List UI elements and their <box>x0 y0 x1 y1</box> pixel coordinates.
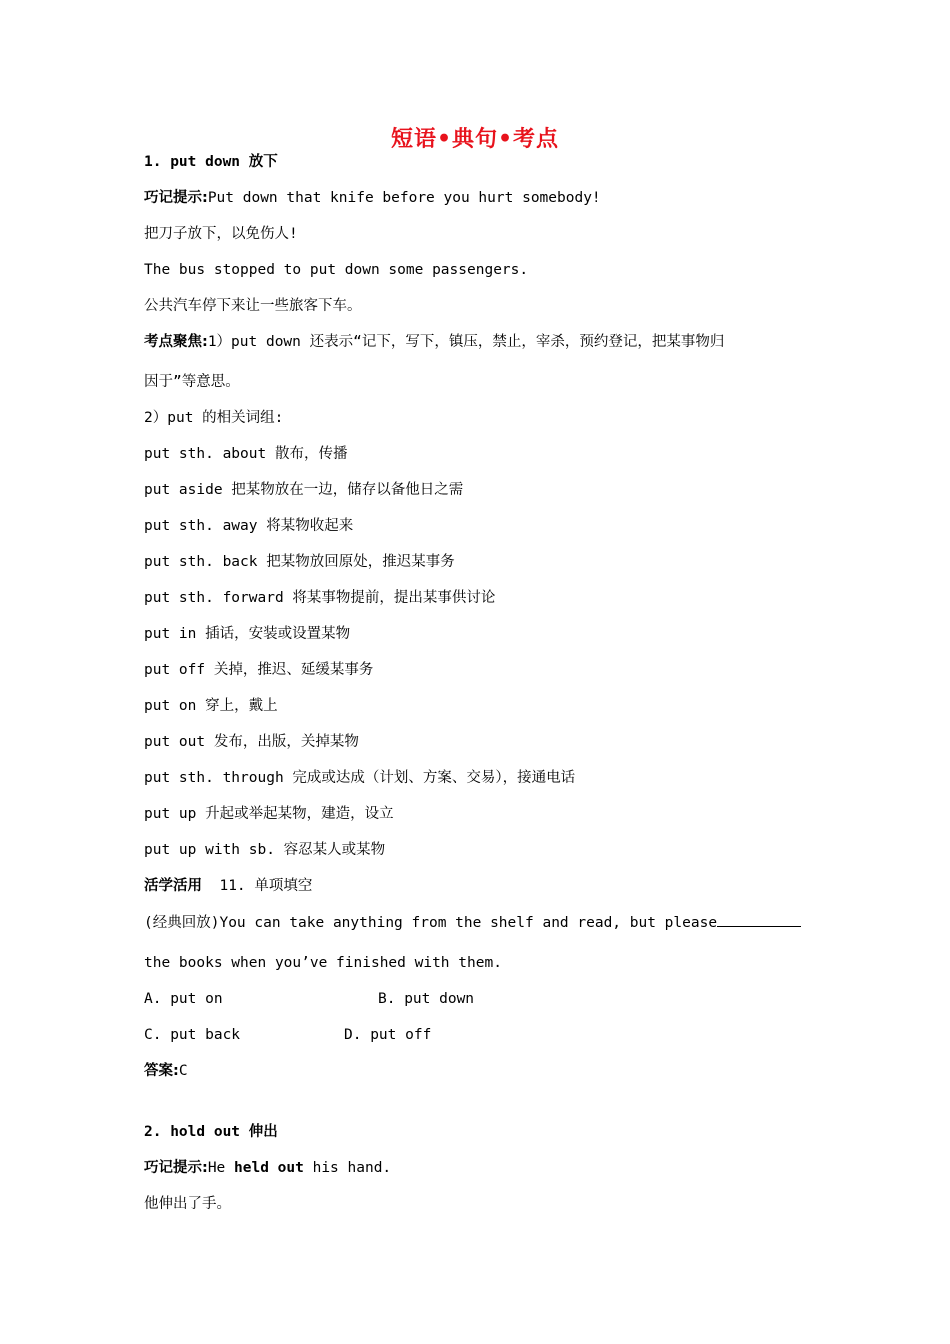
page-title: 短语•典句•考点 <box>390 126 560 152</box>
tip-text: Put down that knife before you hurt somebody! <box>207 190 601 206</box>
tip-line-2 <box>144 1158 391 1178</box>
phrase-item: put on 穿上，戴上 <box>144 698 278 714</box>
question-text: (经典回放)You can take anything from the shelf and read, but please <box>144 915 718 931</box>
tip-label-2: 巧记提示: <box>144 1160 208 1176</box>
practice-label: 活学活用 <box>144 878 202 894</box>
focus-line <box>144 332 724 352</box>
tip-bold-phrase: held out <box>234 1160 304 1176</box>
tip-translation: 把刀子放下，以免伤人! <box>144 226 298 242</box>
example-translation: 公共汽车停下来让一些旅客下车。 <box>144 298 362 314</box>
tip-translation-2: 他伸出了手。 <box>144 1196 231 1212</box>
focus-text: 1）put down 还表示“记下，写下，镇压，禁止，宰杀，预约登记，把某事物归 <box>207 334 725 350</box>
answer-value: C <box>178 1063 188 1079</box>
answer-line <box>144 1061 188 1081</box>
question-line-1 <box>144 912 801 933</box>
phrase-item: put off 关掉，推迟、延缓某事务 <box>144 662 374 678</box>
focus-text-continued: 因于”等意思。 <box>144 374 240 390</box>
phrase-item: put sth. away 将某物收起来 <box>144 518 354 534</box>
phrase-item: put sth. forward 将某事物提前，提出某事供讨论 <box>144 590 496 606</box>
phrase-item: put sth. about 散布，传播 <box>144 446 348 462</box>
tip-pre: He <box>207 1160 235 1176</box>
section-1-heading: 1. put down 放下 <box>144 154 278 170</box>
option-a: A. put on <box>144 991 223 1007</box>
phrase-item: put sth. through 完成或达成（计划、方案、交易），接通电话 <box>144 770 576 786</box>
related-phrases-title: 2）put 的相关词组: <box>144 410 284 426</box>
phrase-item: put in 插话，安装或设置某物 <box>144 626 351 642</box>
focus-label: 考点聚焦: <box>144 334 208 350</box>
answer-blank <box>717 912 801 927</box>
example-english: The bus stopped to put down some passengers. <box>144 262 529 278</box>
option-c: C. put back <box>144 1027 241 1043</box>
phrase-item: put up 升起或举起某物，建造，设立 <box>144 806 394 822</box>
question-line-2: the books when you’ve finished with them. <box>144 955 502 971</box>
tip-line <box>144 188 601 208</box>
phrase-item: put up with sb. 容忍某人或某物 <box>144 842 386 858</box>
option-d: D. put off <box>344 1027 432 1043</box>
phrase-item: put out 发布，出版，关掉某物 <box>144 734 359 750</box>
phrase-item: put aside 把某物放在一边，储存以备他日之需 <box>144 482 464 498</box>
section-2-heading: 2. hold out 伸出 <box>144 1124 278 1140</box>
tip-post: his hand. <box>303 1160 392 1176</box>
practice-line <box>144 876 312 896</box>
answer-label: 答案: <box>144 1063 179 1079</box>
practice-text: 11. 单项填空 <box>202 878 313 894</box>
phrase-item: put sth. back 把某物放回原处，推迟某事务 <box>144 554 455 570</box>
tip-label: 巧记提示: <box>144 190 208 206</box>
option-b: B. put down <box>378 991 475 1007</box>
